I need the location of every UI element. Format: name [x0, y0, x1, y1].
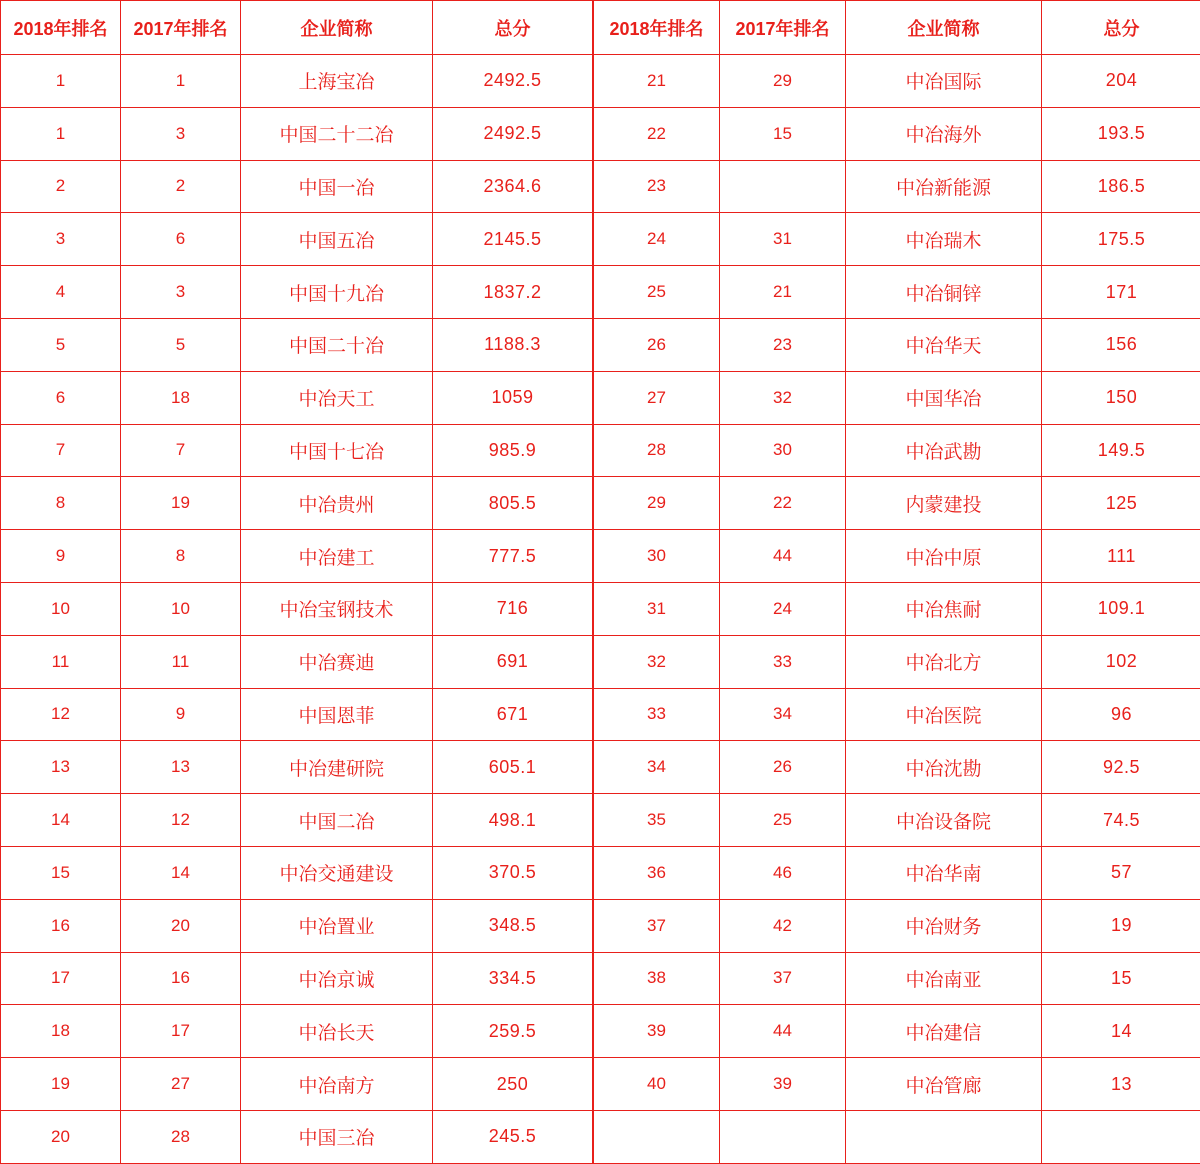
- cell-total-score: 13: [1042, 1058, 1200, 1111]
- table-row: [1, 899, 593, 952]
- cell-rank-2018: 37: [594, 899, 720, 952]
- cell-rank-2018: 28: [594, 424, 720, 477]
- table-body-left: [1, 55, 593, 1164]
- cell-company-name: 中冶宝钢技术: [241, 582, 433, 635]
- cell-total-score: 2145.5: [433, 213, 593, 266]
- cell-rank-2017: 20: [121, 899, 241, 952]
- cell-company-name: 中国华冶: [846, 371, 1042, 424]
- table-body-right: [594, 55, 1200, 1164]
- cell-rank-2018: 6: [1, 371, 121, 424]
- table-row: [594, 530, 1200, 583]
- table-row: [1, 741, 593, 794]
- cell-rank-2018: 40: [594, 1058, 720, 1111]
- cell-rank-2017: 44: [720, 1005, 846, 1058]
- cell-rank-2018: 2: [1, 160, 121, 213]
- cell-total-score: 186.5: [1042, 160, 1200, 213]
- cell-total-score: 15: [1042, 952, 1200, 1005]
- cell-total-score: 150: [1042, 371, 1200, 424]
- cell-total-score: 102: [1042, 635, 1200, 688]
- table-row: [594, 266, 1200, 319]
- table-row: [594, 55, 1200, 108]
- cell-rank-2018: 20: [1, 1110, 121, 1163]
- table-row: [1, 1110, 593, 1163]
- cell-rank-2018: 34: [594, 741, 720, 794]
- table-row: [594, 582, 1200, 635]
- cell-total-score: 2492.5: [433, 55, 593, 108]
- cell-total-score: 691: [433, 635, 593, 688]
- cell-rank-2017: 17: [121, 1005, 241, 1058]
- cell-rank-2017: 15: [720, 107, 846, 160]
- cell-rank-2018: 24: [594, 213, 720, 266]
- column-header-score: 总分: [433, 1, 593, 55]
- table-row: [594, 318, 1200, 371]
- cell-rank-2017: 24: [720, 582, 846, 635]
- table-row: [594, 952, 1200, 1005]
- cell-rank-2018: 12: [1, 688, 121, 741]
- table-row: [594, 741, 1200, 794]
- cell-total-score: 204: [1042, 55, 1200, 108]
- table-row: [594, 424, 1200, 477]
- cell-company-name: 中冶京诚: [241, 952, 433, 1005]
- cell-company-name: 中国五冶: [241, 213, 433, 266]
- cell-rank-2018: 35: [594, 794, 720, 847]
- cell-company-name: 中冶财务: [846, 899, 1042, 952]
- cell-rank-2018: 22: [594, 107, 720, 160]
- ranking-table-right: [593, 0, 1200, 1164]
- cell-company-name: 中冶华南: [846, 846, 1042, 899]
- cell-total-score: 985.9: [433, 424, 593, 477]
- cell-company-name: 中冶贵州: [241, 477, 433, 530]
- cell-rank-2018: 16: [1, 899, 121, 952]
- cell-total-score: 175.5: [1042, 213, 1200, 266]
- cell-company-name: 中冶武勘: [846, 424, 1042, 477]
- cell-total-score: 74.5: [1042, 794, 1200, 847]
- cell-rank-2018: 14: [1, 794, 121, 847]
- cell-total-score: 125: [1042, 477, 1200, 530]
- cell-total-score: 193.5: [1042, 107, 1200, 160]
- column-header-rank-2017: 2017年排名: [121, 1, 241, 55]
- cell-total-score: 171: [1042, 266, 1200, 319]
- cell-total-score: 805.5: [433, 477, 593, 530]
- cell-company-name: 中冶沈勘: [846, 741, 1042, 794]
- cell-rank-2018: 15: [1, 846, 121, 899]
- cell-company-name: 中冶北方: [846, 635, 1042, 688]
- cell-total-score: 716: [433, 582, 593, 635]
- cell-rank-2017: 23: [720, 318, 846, 371]
- cell-total-score: 605.1: [433, 741, 593, 794]
- cell-total-score: 19: [1042, 899, 1200, 952]
- cell-rank-2017: 33: [720, 635, 846, 688]
- header-row: [1, 1, 593, 55]
- table-header-right: [594, 1, 1200, 55]
- cell-company-name: 中国二十二冶: [241, 107, 433, 160]
- cell-rank-2017: 2: [121, 160, 241, 213]
- cell-rank-2017: 19: [121, 477, 241, 530]
- header-row: [594, 1, 1200, 55]
- cell-total-score: 245.5: [433, 1110, 593, 1163]
- cell-rank-2017: 25: [720, 794, 846, 847]
- cell-total-score: 2492.5: [433, 107, 593, 160]
- column-header-score: 总分: [1042, 1, 1200, 55]
- table-row: [594, 899, 1200, 952]
- cell-total-score: 334.5: [433, 952, 593, 1005]
- cell-company-name: 中冶赛迪: [241, 635, 433, 688]
- cell-rank-2017: 16: [121, 952, 241, 1005]
- table-row: [1, 530, 593, 583]
- cell-rank-2017: 21: [720, 266, 846, 319]
- cell-rank-2017: 11: [121, 635, 241, 688]
- empty-cell: [594, 1110, 720, 1163]
- cell-total-score: 149.5: [1042, 424, 1200, 477]
- cell-company-name: 中国三冶: [241, 1110, 433, 1163]
- table-row: [1, 477, 593, 530]
- cell-rank-2017: 12: [121, 794, 241, 847]
- cell-company-name: 中冶海外: [846, 107, 1042, 160]
- table-header-left: [1, 1, 593, 55]
- table-row: [594, 371, 1200, 424]
- cell-rank-2017: 39: [720, 1058, 846, 1111]
- cell-company-name: 中冶华天: [846, 318, 1042, 371]
- empty-cell: [720, 1110, 846, 1163]
- cell-rank-2018: 19: [1, 1058, 121, 1111]
- table-row: [1, 424, 593, 477]
- table-row: [594, 846, 1200, 899]
- table-row: [1, 688, 593, 741]
- table-row: [594, 794, 1200, 847]
- table-row: [594, 477, 1200, 530]
- cell-rank-2018: 32: [594, 635, 720, 688]
- table-row: [1, 1058, 593, 1111]
- table-row: [1, 635, 593, 688]
- table-row: [1, 160, 593, 213]
- cell-rank-2018: 8: [1, 477, 121, 530]
- table-row: [1, 55, 593, 108]
- cell-rank-2018: 39: [594, 1005, 720, 1058]
- cell-rank-2018: 1: [1, 107, 121, 160]
- cell-rank-2018: 21: [594, 55, 720, 108]
- cell-company-name: 中冶新能源: [846, 160, 1042, 213]
- cell-total-score: 109.1: [1042, 582, 1200, 635]
- cell-rank-2018: 3: [1, 213, 121, 266]
- cell-rank-2018: 9: [1, 530, 121, 583]
- cell-rank-2017: 32: [720, 371, 846, 424]
- cell-rank-2017: 42: [720, 899, 846, 952]
- column-header-rank-2018: 2018年排名: [594, 1, 720, 55]
- column-header-rank-2017: 2017年排名: [720, 1, 846, 55]
- table-row: [1, 318, 593, 371]
- cell-total-score: 57: [1042, 846, 1200, 899]
- cell-rank-2018: 25: [594, 266, 720, 319]
- cell-company-name: 中国二冶: [241, 794, 433, 847]
- cell-rank-2017: 28: [121, 1110, 241, 1163]
- table-row: [594, 688, 1200, 741]
- table-row: [594, 160, 1200, 213]
- table-row: [594, 1058, 1200, 1111]
- cell-rank-2017: 3: [121, 107, 241, 160]
- cell-rank-2017: 26: [720, 741, 846, 794]
- cell-company-name: 中冶管廊: [846, 1058, 1042, 1111]
- cell-rank-2018: 30: [594, 530, 720, 583]
- table-row: [1, 846, 593, 899]
- cell-rank-2018: 13: [1, 741, 121, 794]
- cell-company-name: 中冶置业: [241, 899, 433, 952]
- cell-total-score: 1059: [433, 371, 593, 424]
- cell-rank-2017: 7: [121, 424, 241, 477]
- cell-company-name: 中冶焦耐: [846, 582, 1042, 635]
- cell-total-score: 2364.6: [433, 160, 593, 213]
- table-row: [594, 107, 1200, 160]
- cell-total-score: 14: [1042, 1005, 1200, 1058]
- cell-rank-2017: 29: [720, 55, 846, 108]
- cell-rank-2018: 7: [1, 424, 121, 477]
- cell-rank-2018: 23: [594, 160, 720, 213]
- cell-rank-2017: 14: [121, 846, 241, 899]
- cell-total-score: 498.1: [433, 794, 593, 847]
- cell-total-score: 111: [1042, 530, 1200, 583]
- cell-rank-2017: 34: [720, 688, 846, 741]
- cell-rank-2017: 30: [720, 424, 846, 477]
- cell-rank-2018: 36: [594, 846, 720, 899]
- table-row: [1, 371, 593, 424]
- cell-rank-2018: 10: [1, 582, 121, 635]
- cell-company-name: 中冶国际: [846, 55, 1042, 108]
- cell-rank-2018: 18: [1, 1005, 121, 1058]
- cell-company-name: 中冶建研院: [241, 741, 433, 794]
- cell-rank-2017: 22: [720, 477, 846, 530]
- cell-rank-2017: 1: [121, 55, 241, 108]
- cell-rank-2017: 13: [121, 741, 241, 794]
- cell-rank-2018: 1: [1, 55, 121, 108]
- cell-rank-2017: 37: [720, 952, 846, 1005]
- table-row: [594, 213, 1200, 266]
- cell-total-score: 259.5: [433, 1005, 593, 1058]
- cell-company-name: 中冶建信: [846, 1005, 1042, 1058]
- cell-company-name: 中冶医院: [846, 688, 1042, 741]
- cell-total-score: 250: [433, 1058, 593, 1111]
- cell-company-name: 内蒙建投: [846, 477, 1042, 530]
- cell-rank-2018: 27: [594, 371, 720, 424]
- cell-rank-2018: 5: [1, 318, 121, 371]
- cell-company-name: 中冶建工: [241, 530, 433, 583]
- column-header-company: 企业简称: [241, 1, 433, 55]
- cell-total-score: 777.5: [433, 530, 593, 583]
- cell-total-score: 671: [433, 688, 593, 741]
- cell-rank-2018: 33: [594, 688, 720, 741]
- empty-cell: [1042, 1110, 1200, 1163]
- cell-rank-2017: 3: [121, 266, 241, 319]
- cell-rank-2018: 11: [1, 635, 121, 688]
- cell-rank-2018: 17: [1, 952, 121, 1005]
- cell-rank-2017: 6: [121, 213, 241, 266]
- cell-rank-2017: 10: [121, 582, 241, 635]
- table-row: [1, 1005, 593, 1058]
- cell-total-score: 1188.3: [433, 318, 593, 371]
- cell-rank-2017: 8: [121, 530, 241, 583]
- cell-rank-2017: 31: [720, 213, 846, 266]
- cell-company-name: 中国十九冶: [241, 266, 433, 319]
- cell-rank-2018: 4: [1, 266, 121, 319]
- cell-rank-2017: 9: [121, 688, 241, 741]
- cell-rank-2017: 44: [720, 530, 846, 583]
- cell-company-name: 中冶设备院: [846, 794, 1042, 847]
- cell-company-name: 中国十七冶: [241, 424, 433, 477]
- column-header-company: 企业简称: [846, 1, 1042, 55]
- cell-total-score: 348.5: [433, 899, 593, 952]
- cell-total-score: 92.5: [1042, 741, 1200, 794]
- cell-company-name: 中国恩菲: [241, 688, 433, 741]
- cell-rank-2018: 38: [594, 952, 720, 1005]
- cell-company-name: 中冶南方: [241, 1058, 433, 1111]
- column-header-rank-2018: 2018年排名: [1, 1, 121, 55]
- cell-rank-2017: 5: [121, 318, 241, 371]
- cell-total-score: 96: [1042, 688, 1200, 741]
- table-row: [1, 582, 593, 635]
- cell-total-score: 156: [1042, 318, 1200, 371]
- table-row: [1, 107, 593, 160]
- cell-company-name: 中冶瑞木: [846, 213, 1042, 266]
- cell-company-name: 中国二十冶: [241, 318, 433, 371]
- cell-company-name: 中冶天工: [241, 371, 433, 424]
- table-spacer-row: [594, 1110, 1200, 1163]
- cell-rank-2017: 46: [720, 846, 846, 899]
- cell-rank-2017: 18: [121, 371, 241, 424]
- table-row: [1, 213, 593, 266]
- table-row: [594, 635, 1200, 688]
- cell-rank-2017: 27: [121, 1058, 241, 1111]
- cell-rank-2018: 26: [594, 318, 720, 371]
- cell-company-name: 中冶铜锌: [846, 266, 1042, 319]
- cell-rank-2018: 29: [594, 477, 720, 530]
- cell-rank-2017: [720, 160, 846, 213]
- table-row: [1, 952, 593, 1005]
- table-row: [1, 266, 593, 319]
- cell-total-score: 1837.2: [433, 266, 593, 319]
- table-row: [594, 1005, 1200, 1058]
- cell-total-score: 370.5: [433, 846, 593, 899]
- cell-company-name: 中冶南亚: [846, 952, 1042, 1005]
- table-row: [1, 794, 593, 847]
- cell-company-name: 中国一冶: [241, 160, 433, 213]
- empty-cell: [846, 1110, 1042, 1163]
- cell-rank-2018: 31: [594, 582, 720, 635]
- cell-company-name: 中冶中原: [846, 530, 1042, 583]
- cell-company-name: 上海宝冶: [241, 55, 433, 108]
- ranking-table-left: [0, 0, 593, 1164]
- cell-company-name: 中冶长天: [241, 1005, 433, 1058]
- cell-company-name: 中冶交通建设: [241, 846, 433, 899]
